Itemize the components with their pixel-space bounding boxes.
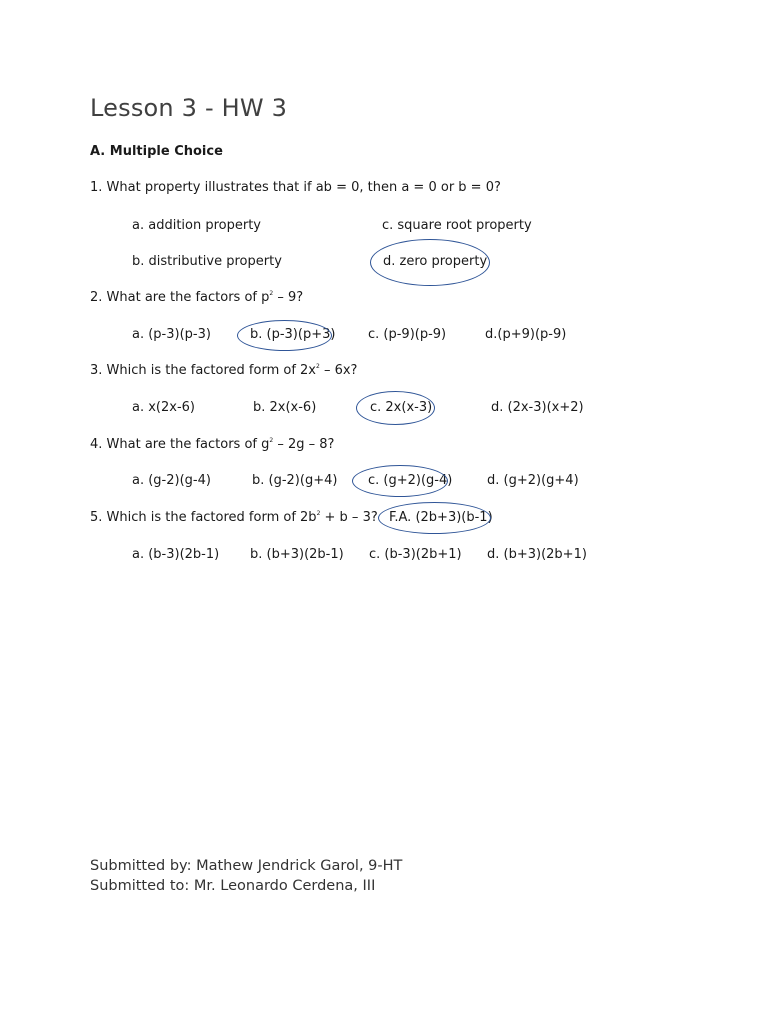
question-3-text-end: – 6x? — [319, 363, 358, 378]
question-1-text: 1. What property illustrates that if ab = 0, then a = 0 or b = 0? — [90, 180, 501, 195]
question-4-exponent: 2 — [269, 436, 274, 444]
q5-answer-note: F.A. (2b+3)(b-1) — [389, 510, 493, 525]
question-3-exponent: 2 — [316, 362, 320, 370]
question-5 — [90, 510, 378, 525]
question-4-text: 4. What are the factors of g — [90, 437, 270, 452]
submitted-to: Submitted to: Mr. Leonardo Cerdena, III — [90, 878, 376, 894]
q4-option-c: c. (g+2)(g-4) — [368, 473, 453, 488]
q3-option-d: d. (2x-3)(x+2) — [491, 400, 584, 415]
q1-option-a: a. addition property — [132, 218, 261, 233]
question-3-text: 3. Which is the factored form of 2x — [90, 363, 316, 378]
q5-option-b: b. (b+3)(2b-1) — [250, 547, 344, 562]
question-5-text-end: + b – 3? — [320, 510, 378, 525]
question-2 — [90, 290, 303, 305]
q2-option-a: a. (p-3)(p-3) — [132, 327, 211, 342]
section-heading: A. Multiple Choice — [90, 144, 223, 159]
question-5-text: 5. Which is the factored form of 2b — [90, 510, 317, 525]
question-2-exponent: 2 — [269, 289, 274, 297]
q5-option-a: a. (b-3)(2b-1) — [132, 547, 220, 562]
q1-option-c: c. square root property — [382, 218, 532, 233]
question-2-text: 2. What are the factors of p — [90, 290, 270, 305]
q2-option-c: c. (p-9)(p-9) — [368, 327, 447, 342]
q4-option-b: b. (g-2)(g+4) — [252, 473, 338, 488]
q4-option-a: a. (g-2)(g-4) — [132, 473, 211, 488]
question-1 — [90, 180, 501, 195]
q4-option-d: d. (g+2)(g+4) — [487, 473, 579, 488]
submitted-by: Submitted by: Mathew Jendrick Garol, 9-HT — [90, 858, 403, 874]
q3-option-b: b. 2x(x-6) — [253, 400, 317, 415]
question-3 — [90, 363, 357, 378]
question-5-exponent: 2 — [316, 509, 321, 517]
question-4 — [90, 437, 334, 452]
q3-option-c: c. 2x(x-3) — [370, 400, 433, 415]
question-4-text-end: – 2g – 8? — [273, 437, 335, 452]
question-2-text-end: – 9? — [273, 290, 304, 305]
q2-option-b: b. (p-3)(p+3) — [250, 327, 336, 342]
q3-option-a: a. x(2x-6) — [132, 400, 195, 415]
q5-option-d: d. (b+3)(2b+1) — [487, 547, 587, 562]
q2-option-d: d.(p+9)(p-9) — [485, 327, 567, 342]
page-title: Lesson 3 - HW 3 — [90, 94, 288, 122]
q1-option-d: d. zero property — [383, 254, 488, 269]
q1-option-b: b. distributive property — [132, 254, 282, 269]
q5-option-c: c. (b-3)(2b+1) — [369, 547, 462, 562]
